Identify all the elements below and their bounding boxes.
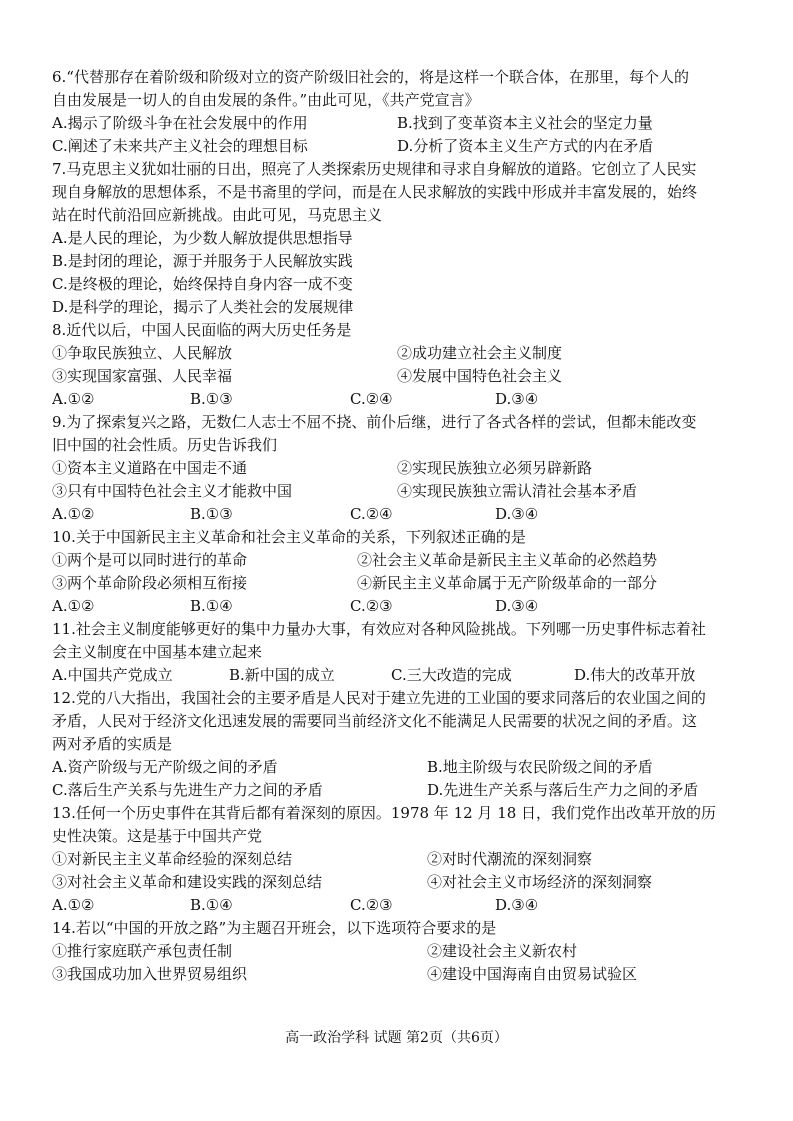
question-stem-line: 现自身解放的思想体系，不是书斋里的学问，而是在人民求解放的实践中形成并丰富发展的，始终 [52,183,698,201]
option-d: D.伟大的改革开放 [574,666,696,684]
option-row [52,595,752,618]
item-1: ①推行家庭联产承包责任制 [52,942,233,960]
option-a: A.①② [52,597,95,615]
item-3: ③只有中国特色社会主义才能救中国 [52,482,293,500]
item-2: ②实现民族独立必须另辟新路 [397,459,593,477]
question-10 [52,526,752,618]
question-stem-line: 14.若以“中国的开放之路”为主题召开班会，以下选项符合要求的是 [52,919,497,937]
option-b: B.地主阶级与农民阶级之间的矛盾 [427,758,653,776]
page-footer: 高一政治学科 试题 第2页（共6页） [285,1030,508,1046]
option-a: A.揭示了阶级斗争在社会发展中的作用 [52,114,308,132]
question-list [52,66,752,986]
option-row [52,779,752,802]
option-a: A.是人民的理论，为少数人解放提供思想指导 [52,229,353,247]
option-c: C.②④ [350,390,393,408]
question-stem-line: 8.近代以后，中国人民面临的两大历史任务是 [52,321,352,339]
question-stem-line: 自由发展是一切人的自由发展的条件。”由此可见，《共产党宣言》 [52,91,480,109]
item-row [52,342,752,365]
item-row [52,963,752,986]
question-8 [52,319,752,411]
question-stem-line: 6.“代替那存在着阶级和阶级对立的资产阶级旧社会的，将是这样一个联合体，在那里，每个人的 [52,68,689,86]
item-3: ③对社会主义革命和建设实践的深刻总结 [52,873,323,891]
item-1: ①对新民主主义革命经验的深刻总结 [52,850,293,868]
item-2: ②建设社会主义新农村 [427,942,578,960]
question-stem-line: 史性决策。这是基于中国共产党 [52,827,263,845]
question-12 [52,687,752,802]
question-stem-line: 矛盾，人民对于经济文化迅速发展的需要同当前经济文化不能满足人民需要的状况之间的矛盾。这 [52,712,698,730]
item-3: ③实现国家富强、人民幸福 [52,367,233,385]
item-1: ①资本主义道路在中国走不通 [52,459,248,477]
question-stem-line: 10.关于中国新民主主义革命和社会主义革命的关系，下列叙述正确的是 [52,528,526,546]
question-9 [52,411,752,526]
option-c: C.②④ [350,505,393,523]
question-6 [52,66,752,158]
option-a: A.①② [52,896,95,914]
item-3: ③我国成功加入世界贸易组织 [52,965,248,983]
question-7 [52,158,752,319]
option-b: B.新中国的成立 [229,666,335,684]
item-4: ④实现民族独立需认清社会基本矛盾 [397,482,638,500]
option-d: D.分析了资本主义生产方式的内在矛盾 [397,137,654,155]
option-b: B.①③ [190,505,233,523]
option-a: A.资产阶级与无产阶级之间的矛盾 [52,758,278,776]
option-d: D.③④ [495,505,539,523]
option-row [52,503,752,526]
question-stem-line: 旧中国的社会性质。历史告诉我们 [52,436,278,454]
question-11 [52,618,752,687]
question-stem-line: 站在时代前沿回应新挑战。由此可见，马克思主义 [52,206,383,224]
option-d: D.③④ [495,896,539,914]
item-row [52,871,752,894]
option-d: D.先进生产关系与落后生产力之间的矛盾 [427,781,699,799]
option-c: C.三大改造的完成 [391,666,512,684]
option-row [52,388,752,411]
option-c: C.阐述了未来共产主义社会的理想目标 [52,137,308,155]
item-4: ④对社会主义市场经济的深刻洞察 [427,873,653,891]
option-row [52,756,752,779]
item-1: ①两个是可以同时进行的革命 [52,551,248,569]
item-row [52,457,752,480]
item-row [52,549,752,572]
item-2: ②对时代潮流的深刻洞察 [427,850,593,868]
item-4: ④建设中国海南自由贸易试验区 [427,965,638,983]
item-row [52,365,752,388]
option-c: C.是终极的理论，始终保持自身内容一成不变 [52,275,353,293]
item-3: ③两个革命阶段必须相互衔接 [52,574,248,592]
question-stem-line: 9.为了探索复兴之路，无数仁人志士不屈不挠、前仆后继，进行了各式各样的尝试，但都未能改变 [52,413,697,431]
option-row [52,664,752,687]
option-c: C.落后生产关系与先进生产力之间的矛盾 [52,781,323,799]
option-a: A.①② [52,505,95,523]
option-a: A.中国共产党成立 [52,666,173,684]
item-4: ④发展中国特色社会主义 [397,367,563,385]
option-b: B.①④ [190,896,233,914]
item-row [52,940,752,963]
option-row [52,112,752,135]
item-2: ②成功建立社会主义制度 [397,344,563,362]
item-4: ④新民主主义革命属于无产阶级革命的一部分 [357,574,658,592]
option-d: D.是科学的理论，揭示了人类社会的发展规律 [52,298,354,316]
question-14 [52,917,752,986]
option-row [52,894,752,917]
option-row [52,135,752,158]
option-c: C.②③ [350,896,393,914]
option-d: D.③④ [495,597,539,615]
option-c: C.②③ [350,597,393,615]
option-b: B.①③ [190,390,233,408]
item-1: ①争取民族独立、人民解放 [52,344,233,362]
question-stem-line: 两对矛盾的实质是 [52,735,173,753]
question-stem-line: 会主义制度在中国基本建立起来 [52,643,263,661]
question-stem-line: 12.党的八大指出，我国社会的主要矛盾是人民对于建立先进的工业国的要求同落后的农业国之间的 [52,689,706,707]
question-stem-line: 11.社会主义制度能够更好的集中力量办大事，有效应对各种风险挑战。下列哪一历史事件标志着社 [52,620,706,638]
option-a: A.①② [52,390,95,408]
item-row [52,848,752,871]
item-row [52,572,752,595]
option-b: B.①④ [190,597,233,615]
question-stem-line: 13.任何一个历史事件在其背后都有着深刻的原因。1978 年 12 月 18 日，我们党作出改革开放的历 [52,804,717,822]
option-d: D.③④ [495,390,539,408]
question-stem-line: 7.马克思主义犹如壮丽的日出，照亮了人类探索历史规律和寻求自身解放的道路。它创立了人民实 [52,160,697,178]
question-13 [52,802,752,917]
item-2: ②社会主义革命是新民主主义革命的必然趋势 [357,551,658,569]
option-b: B.找到了变革资本主义社会的坚定力量 [397,114,653,132]
option-b: B.是封闭的理论，源于并服务于人民解放实践 [52,252,353,270]
item-row [52,480,752,503]
